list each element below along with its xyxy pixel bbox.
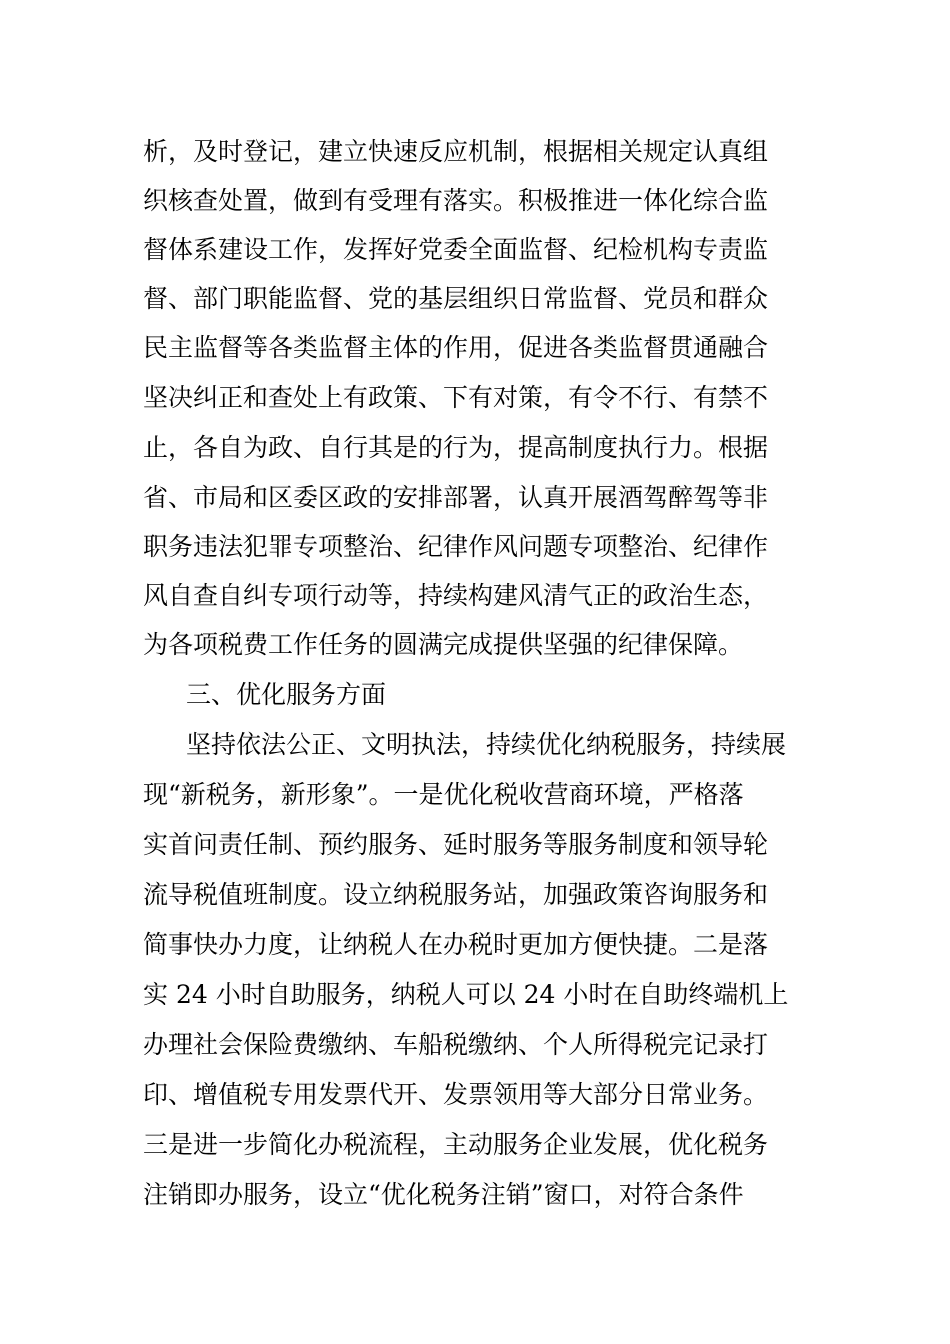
paragraph-line: 办理社会保险费缴纳、车船税缴纳、个人所得税完记录打	[143, 1030, 769, 1059]
paragraph-line: 督体系建设工作，发挥好党委全面监督、纪检机构专责监	[143, 235, 769, 264]
paragraph-line: 为各项税费工作任务的圆满完成提供坚强的纪律保障。	[143, 630, 744, 659]
paragraph-line: 析，及时登记，建立快速反应机制，根据相关规定认真组	[143, 137, 769, 166]
paragraph-line: 风自查自纠专项行动等，持续构建风清气正的政治生态，	[143, 581, 769, 610]
paragraph-line: 织核查处置，做到有受理有落实。积极推进一体化综合监	[143, 186, 769, 215]
paragraph-line: 实 24 小时自助服务，纳税人可以 24 小时在自助终端机上	[143, 980, 789, 1009]
paragraph-line: 三是进一步简化办税流程，主动服务企业发展，优化税务	[143, 1130, 769, 1159]
paragraph-line: 现“新税务，新形象”。一是优化税收营商环境，严格落	[143, 780, 744, 809]
paragraph-line: 职务违法犯罪专项整治、纪律作风问题专项整治、纪律作	[143, 532, 769, 561]
paragraph-line: 督、部门职能监督、党的基层组织日常监督、党员和群众	[143, 284, 769, 313]
paragraph-line: 印、增值税专用发票代开、发票领用等大部分日常业务。	[143, 1080, 769, 1109]
paragraph-line: 坚持依法公正、文明执法，持续优化纳税服务，持续展	[186, 730, 787, 759]
paragraph-line: 民主监督等各类监督主体的作用，促进各类监督贯通融合	[143, 333, 769, 362]
section-heading: 三、优化服务方面	[186, 680, 387, 709]
paragraph-line: 坚决纠正和查处上有政策、下有对策，有令不行、有禁不	[143, 383, 769, 412]
paragraph-line: 简事快办力度，让纳税人在办税时更加方便快捷。二是落	[143, 930, 769, 959]
paragraph-line: 省、市局和区委区政的安排部署，认真开展酒驾醉驾等非	[143, 483, 769, 512]
paragraph-line: 流导税值班制度。设立纳税服务站，加强政策咨询服务和	[143, 880, 769, 909]
paragraph-line: 实首问责任制、预约服务、延时服务等服务制度和领导轮	[143, 830, 769, 859]
paragraph-line: 注销即办服务，设立“优化税务注销”窗口，对符合条件	[143, 1180, 744, 1209]
paragraph-line: 止，各自为政、自行其是的行为，提高制度执行力。根据	[143, 433, 769, 462]
